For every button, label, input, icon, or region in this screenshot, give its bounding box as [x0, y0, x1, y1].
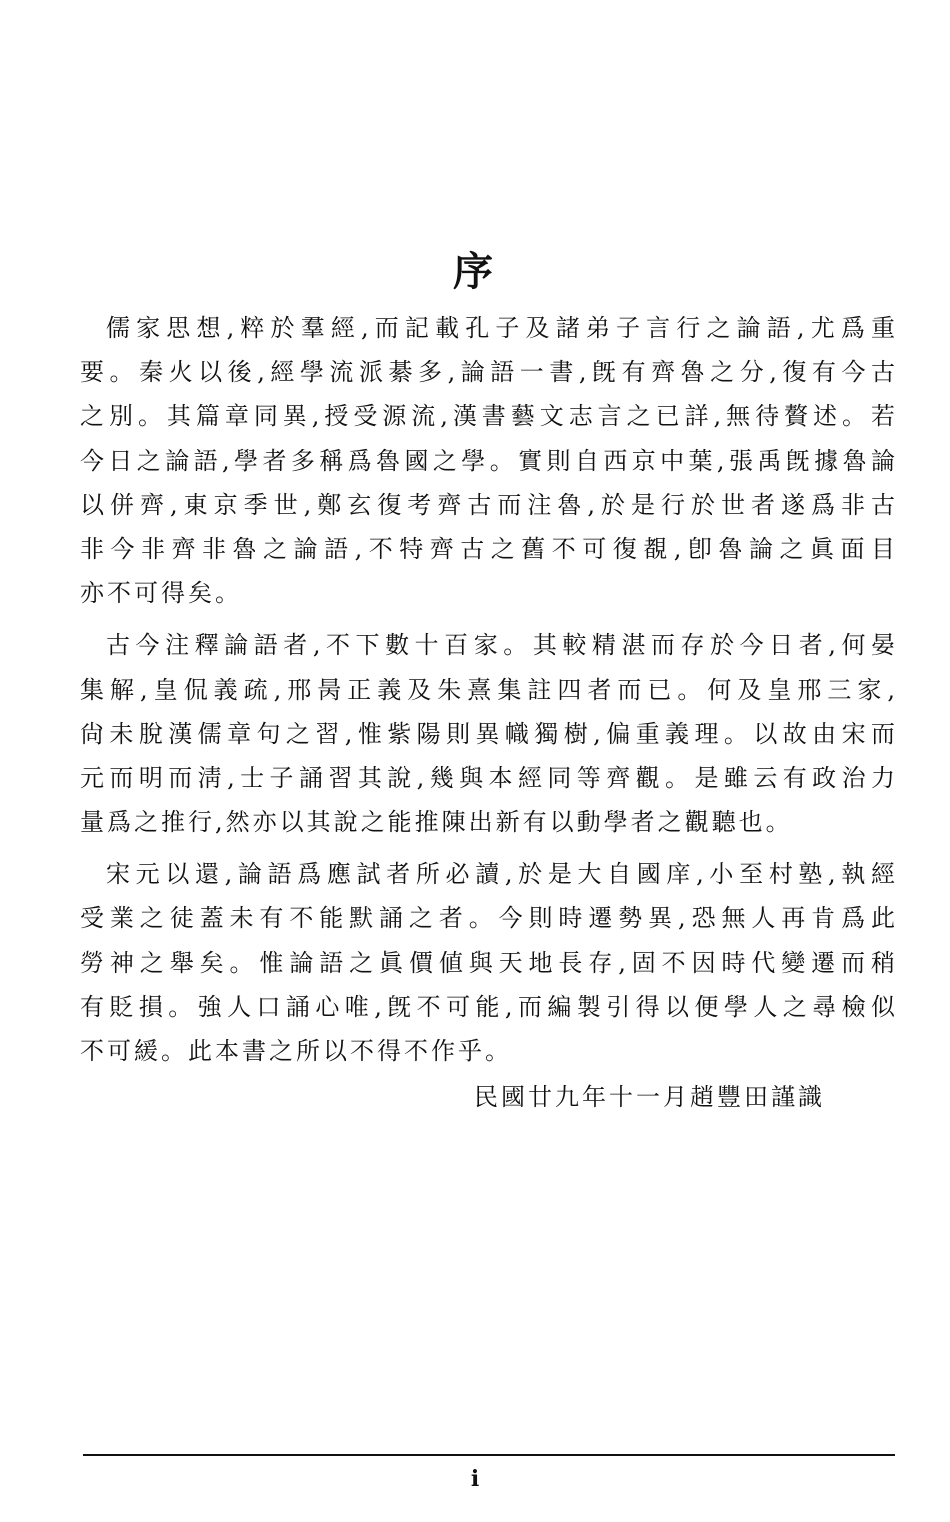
page-number: i: [470, 1466, 480, 1492]
text-line: 不可緩。此本書之所以不得不作乎。: [80, 1037, 512, 1065]
paragraph-1: [80, 306, 895, 615]
text-line: 今日之論語,學者多稱爲魯國之學。實則自西京中葉,張禹旣據魯論: [80, 446, 895, 475]
text-line: 集解,皇侃義疏,邢昺正義及朱熹集註四者而已。何及皇邢三家,: [80, 675, 895, 704]
text-line: 尙未脫漢儒章句之習,惟紫陽則異幟獨樹,偏重義理。以故由宋而: [80, 719, 895, 748]
text-line: 量爲之推行,然亦以其說之能推陳出新有以動學者之觀聽也。: [80, 808, 793, 837]
page-title: 序: [453, 248, 497, 295]
paragraph-2: [80, 623, 895, 844]
text-line: 元而明而淸,士子誦習其說,幾與本經同等齊觀。是雖云有政治力: [80, 763, 895, 792]
signature: 民國廿九年十一月趙豐田謹識: [474, 1083, 825, 1112]
preface-body: [80, 306, 895, 1119]
text-line: 亦不可得矣。: [80, 579, 242, 608]
text-line: 儒家思想,粹於羣經,而記載孔子及諸弟子言行之論語,尤爲重: [106, 314, 895, 342]
text-line: 宋元以還,論語爲應試者所必讀,於是大自國庠,小至村塾,執經: [106, 860, 895, 889]
text-line: 以併齊,東京季世,鄭玄復考齊古而注魯,於是行於世者遂爲非古: [80, 490, 895, 519]
paragraph-3: [80, 852, 895, 1073]
text-line: 非今非齊非魯之論語,不特齊古之舊不可復覩,卽魯論之眞面目: [80, 534, 895, 563]
text-line: 要。秦火以後,經學流派綦多,論語一書,旣有齊魯之分,復有今古: [80, 358, 895, 387]
text-line: 受業之徒蓋未有不能默誦之者。今則時遷勢異,恐無人再肯爲此: [80, 904, 895, 933]
footer-divider: [83, 1454, 895, 1456]
text-line: 有貶損。強人口誦心唯,旣不可能,而編製引得以便學人之尋檢似: [80, 992, 895, 1021]
text-line: 之別。其篇章同異,授受源流,漢書藝文志言之已詳,無待贅述。若: [80, 402, 895, 431]
text-line: 勞神之舉矣。惟論語之眞價値與天地長存,固不因時代變遷而稍: [80, 948, 895, 977]
text-line: 古今注釋論語者,不下數十百家。其較精湛而存於今日者,何晏: [106, 631, 895, 660]
